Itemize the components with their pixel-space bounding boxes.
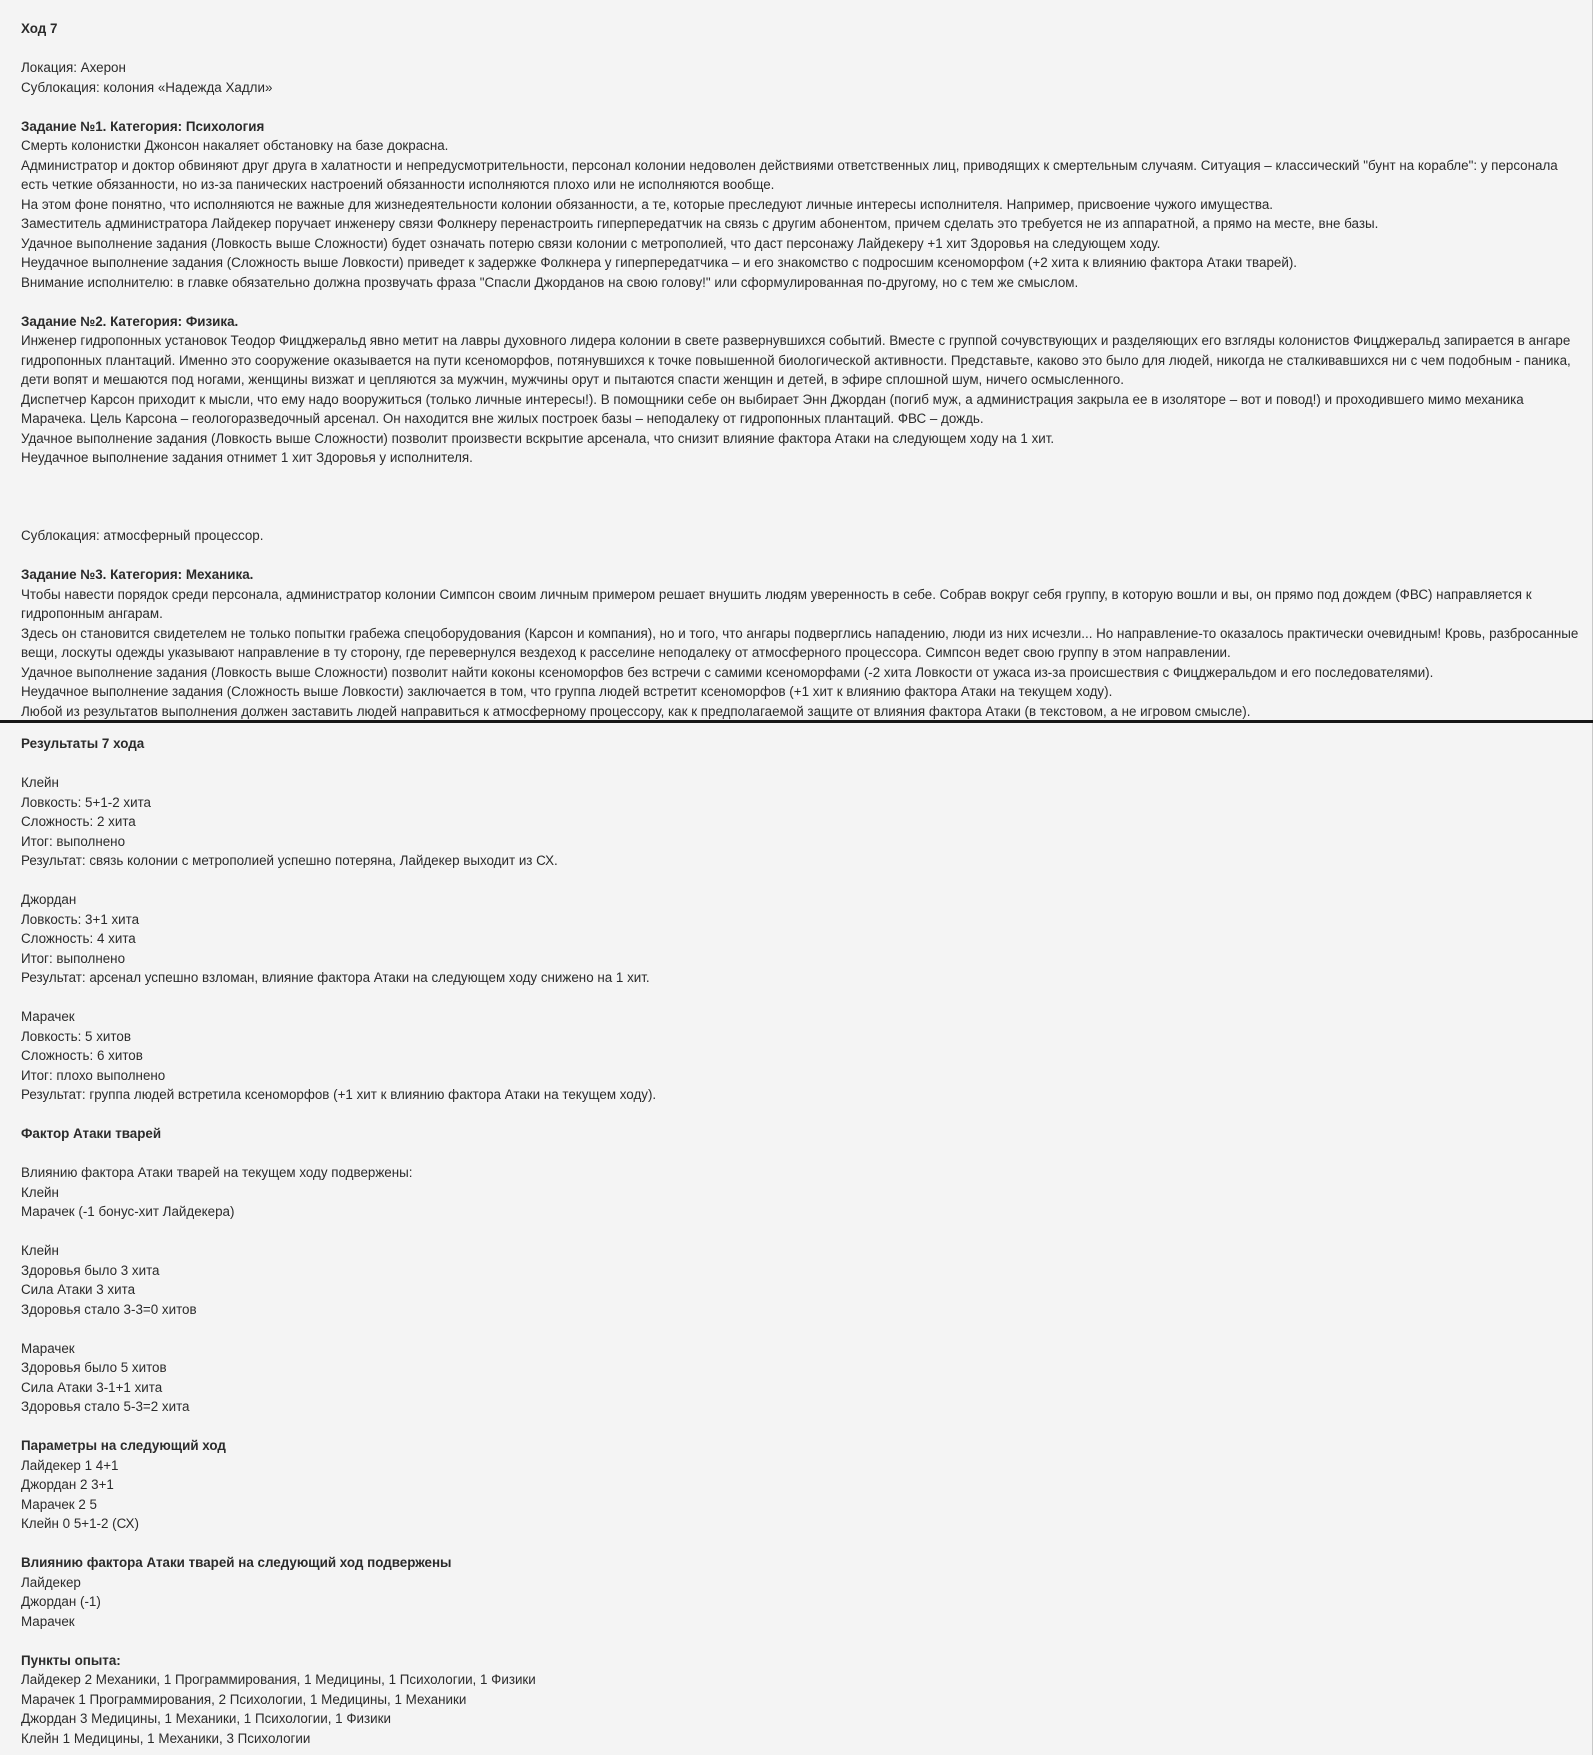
sublocation-line: Сублокация: атмосферный процессор. (21, 528, 264, 543)
turn-title: Ход 7 (21, 21, 58, 36)
attack-line: Сила Атаки 3-1+1 хита (21, 1379, 163, 1395)
task-1-line: Удачное выполнение задания (Ловкость выше Сложности) будет означать потерю связи колонии с метрополией, что даст персонажу Лайдекеру +1 хит Здоровья на следующем ходу. (21, 235, 1161, 251)
task-3-line: Неудачное выполнение задания (Сложность выше Ловкости) заключается в том, что группа людей встретит ксеноморфов (+1 хит к влиянию фактора Атаки на текущем ходу). (21, 684, 1113, 699)
spacer (21, 754, 1582, 774)
xp-heading: Пункты опыта: (21, 1652, 121, 1668)
player-line: Сложность: 4 хита (21, 931, 136, 946)
spacer (21, 1534, 1582, 1554)
task-1-line: Администратор и доктор обвиняют друг друга в халатности и непредусмотрительности, персонал колонии недоволен действиями ответственных лиц, приводящих к смертельным случаям. Ситуация – классический "бунт на корабле": у персонала есть четкие обязанности, но из-за панических настроений обязанности исполняются плохо или не исполняются вообще. (21, 157, 1558, 192)
attack-affected: Клейн (21, 1184, 59, 1200)
player-line: Итог: выполнено (21, 950, 126, 966)
task-1-line: Заместитель администратора Лайдекер поручает инженеру связи Фолкнеру перенастроить гиперпередатчик на связь с другим абонентом, причем сделать это требуется не из аппаратной, а прямо на месте, вне базы. (21, 216, 1379, 231)
spacer (21, 1319, 1582, 1339)
task-3-line: Удачное выполнение задания (Ловкость выше Сложности) позволит найти коконы ксеноморфов без встречи с самими ксеноморфами (-2 хита Ловкости от ужаса из-за происшествия с Фицджеральдом и его последователями). (21, 664, 1434, 680)
xp-line: Клейн 1 Медицины, 1 Механики, 3 Психологии (21, 1730, 311, 1746)
player-name: Джордан (21, 892, 77, 907)
task-2-line: Диспетчер Карсон приходит к мысли, что ему надо вооружиться (только личные интересы!). В помощники себе он выбирает Энн Джордан (погиб муж, а администрация закрыла ее в изоляторе – вот и повод!) и проходившего мимо механика Марачека. Цель Карсона – геологоразведочный арсенал. Он находится вне жилых построек базы – неподалеку от гидропонных плантаций. ФВС – дождь. (21, 391, 1524, 426)
spacer (21, 97, 1582, 117)
task-3-heading: Задание №3. Категория: Механика. (21, 567, 254, 582)
spacer (21, 1417, 1582, 1437)
task-3-line: Чтобы навести порядок среди персонала, администратор колонии Симпсон своим личным примером решает внушить людям уверенность в себе. Собрав вокруг себя группу, в которую вошли и вы, он прямо под дождем (ФВС) направляется к гидропонным ангарам. (21, 586, 1532, 621)
xp-line: Марачек 1 Программирования, 2 Психологии, 1 Медицины, 1 Механики (21, 1691, 467, 1707)
task-3-line: Любой из результатов выполнения должен заставить людей направиться к атмосферному процессору, как к предполагаемой защите от влияния фактора Атаки (в текстовом, а не игровом смысле). (21, 703, 1251, 719)
player-line: Ловкость: 3+1 хита (21, 911, 140, 927)
player-line: Итог: плохо выполнено (21, 1067, 166, 1083)
player-name: Марачек (21, 1009, 75, 1024)
results-post (0, 723, 1593, 1755)
player-line: Ловкость: 5+1-2 хита (21, 794, 151, 810)
task-1-line: Внимание исполнителю: в главке обязательно должна прозвучать фраза "Спасли Джорданов на свою голову!" или сформулированная по-другому, но с тем же смыслом. (21, 274, 1079, 290)
next-attack-heading: Влиянию фактора Атаки тварей на следующий ход подвержены (21, 1555, 452, 1570)
player-line: Ловкость: 5 хитов (21, 1028, 131, 1044)
spacer (21, 546, 1582, 566)
player-line: Результат: группа людей встретила ксеноморфов (+1 хит к влиянию фактора Атаки на текущем ходу). (21, 1087, 657, 1102)
xp-line: Джордан 3 Медицины, 1 Механики, 1 Психологии, 1 Физики (21, 1711, 391, 1726)
task-1-line: На этом фоне понятно, что исполняются не важные для жизнедеятельности колонии обязанности, а те, которые преследуют личные интересы исполнителя. Например, присвоение чужого имущества. (21, 196, 1274, 212)
params-line: Клейн 0 5+1-2 (СХ) (21, 1516, 139, 1531)
spacer (21, 988, 1582, 1008)
spacer (21, 1105, 1582, 1125)
attack-affected: Марачек (-1 бонус-хит Лайдекера) (21, 1204, 235, 1219)
results-title: Результаты 7 хода (21, 736, 145, 751)
player-line: Сложность: 6 хитов (21, 1048, 143, 1063)
attack-heading: Фактор Атаки тварей (21, 1126, 162, 1141)
next-attack-line: Джордан (-1) (21, 1594, 101, 1609)
params-line: Лайдекер 1 4+1 (21, 1457, 119, 1473)
params-heading: Параметры на следующий ход (21, 1438, 226, 1453)
spacer (21, 871, 1582, 891)
task-1-heading: Задание №1. Категория: Психология (21, 118, 265, 134)
attack-line: Здоровья было 5 хитов (21, 1360, 167, 1375)
player-name: Клейн (21, 775, 59, 790)
task-2-line: Удачное выполнение задания (Ловкость выше Сложности) позволит произвести вскрытие арсенала, что снизит влияние фактора Атаки на следующем ходу на 1 хит. (21, 430, 1055, 446)
sublocation-line: Сублокация: колония «Надежда Хадли» (21, 79, 273, 95)
attack-line: Клейн (21, 1243, 59, 1258)
xp-line: Лайдекер 2 Механики, 1 Программирования, 1 Медицины, 1 Психологии, 1 Физики (21, 1672, 536, 1687)
attack-line: Марачек (21, 1340, 75, 1356)
turn-post (0, 0, 1593, 720)
player-line: Итог: выполнено (21, 833, 126, 849)
next-attack-line: Марачек (21, 1613, 75, 1629)
spacer (21, 507, 1582, 527)
player-line: Результат: арсенал успешно взломан, влияние фактора Атаки на следующем ходу снижено на 1 хит. (21, 970, 650, 985)
spacer (21, 1631, 1582, 1651)
spacer (21, 468, 1582, 507)
spacer (21, 1222, 1582, 1242)
params-line: Джордан 2 3+1 (21, 1477, 114, 1492)
next-attack-line: Лайдекер (21, 1574, 81, 1590)
attack-intro: Влиянию фактора Атаки тварей на текущем ходу подвержены: (21, 1165, 413, 1180)
task-3-line: Здесь он становится свидетелем не только попытки грабежа спецоборудования (Карсон и компания), но и того, что ангары подверглись нападению, люди из них исчезли... Но направление-то оказалось практически очевидным! Кровь, разбросанные вещи, лоскуты одежды указывают направление в ту сторону, где перевернулся вездеход к расселине неподалеку от атмосферного процессора. Симпсон ведет свою группу в этом направлении. (21, 625, 1579, 660)
player-line: Результат: связь колонии с метрополией успешно потеряна, Лайдекер выходит из СХ. (21, 853, 558, 868)
task-1-line: Неудачное выполнение задания (Сложность выше Ловкости) приведет к задержке Фолкнера у гиперпередатчика – и его знакомство с подросшим ксеноморфом (+2 хита к влиянию фактора Атаки тварей). (21, 255, 1298, 270)
task-2-heading: Задание №2. Категория: Физика. (21, 313, 239, 329)
attack-line: Здоровья стало 5-3=2 хита (21, 1399, 190, 1414)
params-line: Марачек 2 5 (21, 1496, 97, 1512)
spacer (21, 39, 1582, 59)
attack-line: Здоровья было 3 хита (21, 1262, 160, 1278)
task-1-line: Смерть колонистки Джонсон накаляет обстановку на базе докрасна. (21, 138, 449, 153)
attack-line: Здоровья стало 3-3=0 хитов (21, 1301, 197, 1317)
task-2-line: Инженер гидропонных установок Теодор Фицджеральд явно метит на лавры духовного лидера колонии в свете развернувшихся событий. Вместе с группой сочувствующих и разделяющих его взгляды колонистов Фицджеральд запирается в ангаре гидропонных плантаций. Именно это сооружение оказывается на пути ксеноморфов, потянувшихся к точке повышенной биологической активности. Представьте, каково это было для людей, никогда не сталкивавшихся ни с чем подобным - паника, дети вопят и мешаются под ногами, женщины визжат и цепляются за мужчин, мужчины орут и пытаются спасти женщин и детей, в эфире сплошной шум, ничего осмысленного. (21, 333, 1571, 387)
spacer (21, 1144, 1582, 1164)
location-line: Локация: Ахерон (21, 60, 126, 75)
player-line: Сложность: 2 хита (21, 814, 136, 829)
task-2-line: Неудачное выполнение задания отнимет 1 хит Здоровья у исполнителя. (21, 450, 473, 465)
attack-line: Сила Атаки 3 хита (21, 1282, 136, 1297)
spacer (21, 292, 1582, 312)
